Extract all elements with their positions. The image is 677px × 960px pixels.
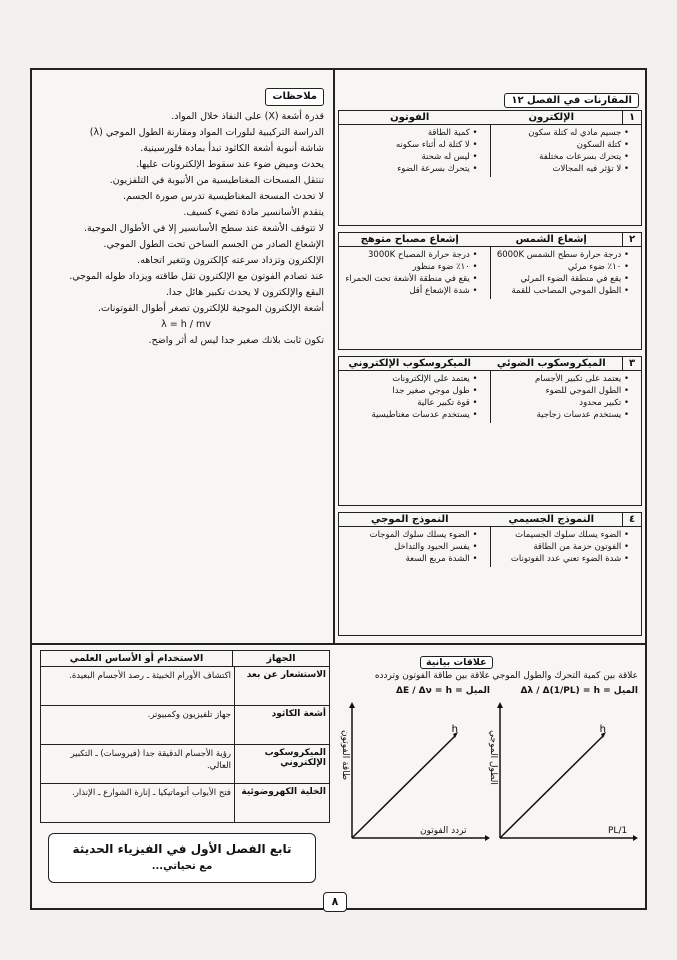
footer-line-2: مع تحياتي... xyxy=(151,861,213,872)
block-left-title: إشعاع مصباح متوهج xyxy=(360,234,459,245)
note-item: البقع والإلكترون لا يحدث تكبير هائل جدا. xyxy=(165,287,324,298)
list-item: • درجة حرارة المصباح 3000K xyxy=(343,249,478,261)
list-item: • يستخدم عدسات مغناطيسية xyxy=(343,409,478,421)
right-list xyxy=(490,247,642,299)
comparison-block-1 xyxy=(338,110,642,226)
table-row xyxy=(41,784,329,822)
graph-formula: الميل = ΔE / Δν = h xyxy=(396,686,490,696)
footer-box xyxy=(48,833,316,883)
note-item: أشعة الإلكترون الموجية للإلكترون تصغر أطوال الفوتونات. xyxy=(97,303,324,314)
list-item: • الطول الموجي المصاحب للقمة xyxy=(495,285,630,297)
block-right-title: إشعاع الشمس xyxy=(515,234,587,245)
graph-right xyxy=(488,670,638,885)
block-number: ٤ xyxy=(622,513,641,526)
list-item: • شدة الضوء تعني عدد الفوتونات xyxy=(495,553,630,565)
notes-title: ملاحظات xyxy=(265,88,324,106)
notes-column xyxy=(48,88,324,350)
note-item: الدراسة التركيبية لبلورات المواد ومقارنة الطول الموجي (λ) xyxy=(89,127,324,138)
list-item: • تكبير محدود xyxy=(495,397,630,409)
comparisons-title: المقارنات في الفصل ١٢ xyxy=(504,93,639,108)
x-axis-label: تردد الفوتون xyxy=(420,826,467,836)
list-item: • كمية الطاقة xyxy=(343,127,478,139)
note-item: قدرة أشعة (X) على النفاذ خلال المواد. xyxy=(171,111,324,122)
note-item: تكون ثابت بلانك صغير جدا ليس له أثر واضح. xyxy=(148,335,324,346)
graph-left xyxy=(340,670,490,885)
list-item: • يعتمد على الإلكترونات xyxy=(343,373,478,385)
list-item: • الضوء يسلك سلوك الجسيمات xyxy=(495,529,630,541)
graph-caption: علاقة بين طاقة الفوتون وتردده xyxy=(374,671,490,681)
device-cell: الميكروسكوب الإلكتروني xyxy=(234,745,329,783)
graph-caption: علاقة بين كمية التحرك والطول الموجي xyxy=(492,671,638,681)
column-divider xyxy=(333,68,335,643)
list-item: • يتحرك بسرعات مختلفة xyxy=(495,151,630,163)
note-item: الإلكترون وتزداد سرعته كإلكترون وتتغير اتجاهه. xyxy=(137,255,324,266)
list-item: • ١٠٪ ضوء مرئي xyxy=(495,261,630,273)
note-formula: λ = h / mv xyxy=(161,319,211,330)
list-item: • لا تؤثر فيه المجالات xyxy=(495,163,630,175)
right-list xyxy=(490,371,642,423)
section-divider xyxy=(30,643,647,645)
line-label: h xyxy=(451,724,458,735)
note-item: يحدث وميض ضوء عند سقوط الإلكترونات عليها. xyxy=(136,159,324,170)
list-item: • ليس له شحنة xyxy=(343,151,478,163)
list-item: • يعتمد على تكبير الأجسام xyxy=(495,373,630,385)
col-use: الاستخدام أو الأساس العلمي xyxy=(69,653,204,664)
left-list xyxy=(339,125,490,177)
y-axis-label: طاقة الفوتون xyxy=(340,730,350,781)
comparison-block-2 xyxy=(338,232,642,350)
block-number: ١ xyxy=(622,111,641,124)
table-row xyxy=(41,745,329,784)
note-item: عند تصادم الفوتون مع الإلكترون تقل طاقته ويزداد طوله الموجي. xyxy=(69,271,324,282)
device-use-table xyxy=(40,650,330,823)
comparison-block-3 xyxy=(338,356,642,506)
list-item: • يتحرك بسرعة الضوء xyxy=(343,163,478,175)
graphs-title-wrap xyxy=(420,650,493,669)
note-item: الإشعاع الصادر من الجسم الساخن تحت الطول الموجي. xyxy=(103,239,324,250)
list-item: • يقع في منطقة الضوء المرئي xyxy=(495,273,630,285)
left-list xyxy=(339,527,490,567)
block-right-title: الميكروسكوب الضوئي xyxy=(496,358,606,369)
right-list xyxy=(490,527,642,567)
list-item: • يقع في منطقة الأشعة تحت الحمراء xyxy=(343,273,478,285)
list-item: • الضوء يسلك سلوك الموجات xyxy=(343,529,478,541)
note-item: يتقدم الأسانسير مادة تضيء كسيف. xyxy=(183,207,324,218)
graph-formula: الميل = Δλ / Δ(1/PL) = h xyxy=(520,686,638,696)
block-left-title: النموذج الموجي xyxy=(370,514,449,525)
use-cell: جهاز تلفيزيون وكمبيوتر. xyxy=(147,710,231,720)
right-list xyxy=(490,125,642,177)
block-number: ٣ xyxy=(622,357,641,370)
comparisons-header xyxy=(341,88,639,108)
page-number: ٨ xyxy=(323,892,347,912)
list-item: • لا كتلة له أثناء سكونه xyxy=(343,139,478,151)
device-cell: أشعة الكاثود xyxy=(234,706,329,744)
device-cell: الخلية الكهروضوئية xyxy=(234,784,329,822)
use-cell: رؤية الأجسام الدقيقة جدا (فيروسات) ـ التكبير العالي. xyxy=(70,749,231,771)
use-cell: اكتشاف الأورام الخبيثة ـ رصد الأجسام البعيدة. xyxy=(69,671,231,681)
note-item: تنتقل المسحات المغناطيسية من الأنبوبة في التلفزيون. xyxy=(109,175,324,186)
list-item: • طول موجي صغير جدا xyxy=(343,385,478,397)
note-item: شاشة أنبوبة أشعة الكاثود تبدأ بمادة فلورسينية. xyxy=(140,143,324,154)
list-item: • الطول الموجي للضوء xyxy=(495,385,630,397)
left-list xyxy=(339,247,490,299)
list-item: • كتلة السكون xyxy=(495,139,630,151)
block-left-title: الفوتون xyxy=(390,112,430,123)
list-item: • جسيم مادي له كتلة سكون xyxy=(495,127,630,139)
note-item: لا تتوقف الأشعة عند سطح الأسانسير إلا في الأطوال الموجية. xyxy=(83,223,324,234)
graph-left-plot xyxy=(340,698,490,848)
list-item: • شدة الإشعاع أقل xyxy=(343,285,478,297)
use-cell: فتح الأبواب أتوماتيكيا ـ إنارة الشوارع ـ الإنذار. xyxy=(72,788,231,798)
list-item: • ١٠٪ ضوء منظور xyxy=(343,261,478,273)
device-cell: الاستشعار عن بعد xyxy=(234,667,329,705)
block-right-title: الإلكترون xyxy=(528,112,574,123)
list-item: • الشدة مربع السعة xyxy=(343,553,478,565)
x-axis-label: 1/PL xyxy=(608,826,628,836)
note-item: لا تحدث المسحة المغناطيسية تدرس صورة الجسم. xyxy=(122,191,324,202)
table-row xyxy=(41,667,329,706)
list-item: • قوة تكبير عالية xyxy=(343,397,478,409)
table-row xyxy=(41,706,329,745)
block-number: ٢ xyxy=(622,233,641,246)
footer-line-1: تابع الفصل الأول في الفيزياء الحديثة xyxy=(72,842,292,856)
list-item: • يفسر الحيود والتداخل xyxy=(343,541,478,553)
block-right-title: النموذج الجسيمي xyxy=(508,514,595,525)
notes-list xyxy=(48,110,324,348)
comparison-block-4 xyxy=(338,512,642,636)
y-axis-label: الطول الموجي xyxy=(488,730,498,785)
list-item: • درجة حرارة سطح الشمس 6000K xyxy=(495,249,630,261)
list-item: • الفوتون حزمة من الطاقة xyxy=(495,541,630,553)
line-label: h xyxy=(599,724,606,735)
graphs-title: علاقات بيانية xyxy=(420,656,493,669)
col-device: الجهاز xyxy=(232,651,329,666)
list-item: • يستخدم عدسات زجاجية xyxy=(495,409,630,421)
left-list xyxy=(339,371,490,423)
block-left-title: الميكروسكوب الإلكتروني xyxy=(348,358,471,369)
